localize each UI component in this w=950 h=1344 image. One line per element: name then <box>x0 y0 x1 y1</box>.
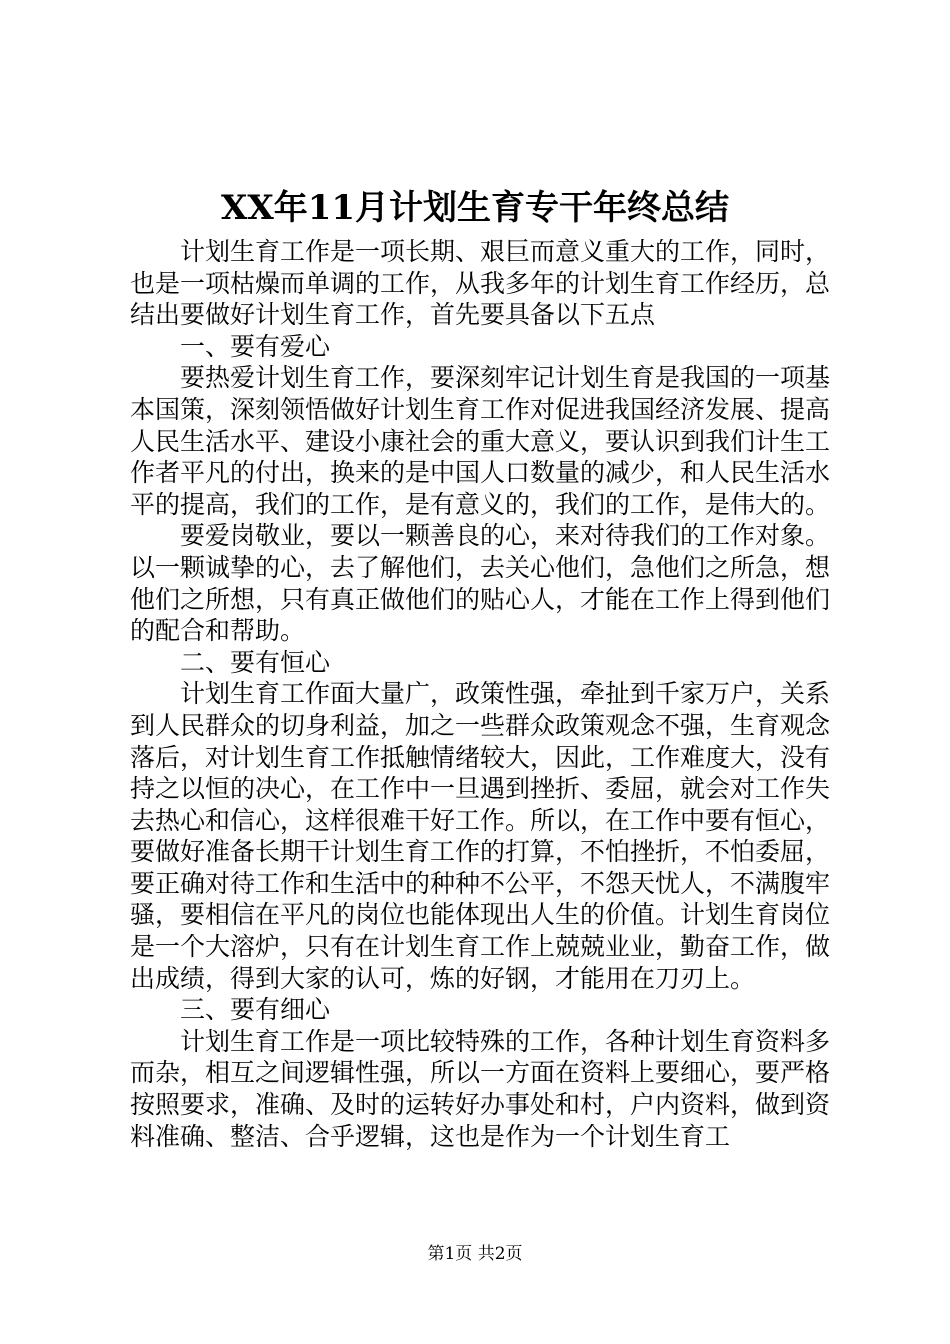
paragraph-3: 计划生育工作是一项比较特殊的工作，各种计划生育资料多而杂，相互之间逻辑性强，所以一方面在资料上要细心，要严格按照要求，准确、及时的运转好办事处和村，户内资料，做到资料准确、整洁、合乎逻辑，这也是作为一个计划生育工 <box>130 1026 831 1151</box>
paragraph-1b: 要爱岗敬业，要以一颗善良的心，来对待我们的工作对象。以一颗诚挚的心，去了解他们，去关心他们，急他们之所急，想他们之所想，只有真正做他们的贴心人，才能在工作上得到他们的配合和帮助。 <box>130 521 831 646</box>
document-title: XX年11月计划生育专干年终总结 <box>220 188 730 228</box>
document-body <box>130 236 830 1152</box>
section-heading-3: 三、要有细心 <box>180 995 331 1025</box>
section-heading-1: 一、要有爱心 <box>180 331 331 361</box>
section-heading-2: 二、要有恒心 <box>180 647 331 677</box>
page-footer: 第1页 共2页 <box>427 1244 523 1264</box>
paragraph-intro: 计划生育工作是一项长期、艰巨而意义重大的工作，同时，也是一项枯燥而单调的工作，从我多年的计划生育工作经历，总结出要做好计划生育工作，首先要具备以下五点 <box>130 237 831 330</box>
paragraph-2: 计划生育工作面大量广，政策性强，牵扯到千家万户，关系到人民群众的切身利益，加之一些群众政策观念不强，生育观念落后，对计划生育工作抵触情绪较大，因此，工作难度大，没有持之以恒的决心，在工作中一旦遇到挫折、委屈，就会对工作失去热心和信心，这样很难干好工作。所以，在工作中要有恒心，要做好准备长期干计划生育工作的打算，不怕挫折，不怕委屈，要正确对待工作和生活中的种种不公平，不怨天忧人，不满腹牢骚，要相信在平凡的岗位也能体现出人生的价值。计划生育岗位是一个大溶炉，只有在计划生育工作上兢兢业业，勤奋工作，做出成绩，得到大家的认可，炼的好钢，才能用在刀刃上。 <box>130 679 831 993</box>
paragraph-1a: 要热爱计划生育工作，要深刻牢记计划生育是我国的一项基本国策，深刻领悟做好计划生育工作对促进我国经济发展、提高人民生活水平、建设小康社会的重大意义，要认识到我们计生工作者平凡的付出，换来的是中国人口数量的减少，和人民生活水平的提高，我们的工作，是有意义的，我们的工作，是伟大的。 <box>130 363 831 519</box>
